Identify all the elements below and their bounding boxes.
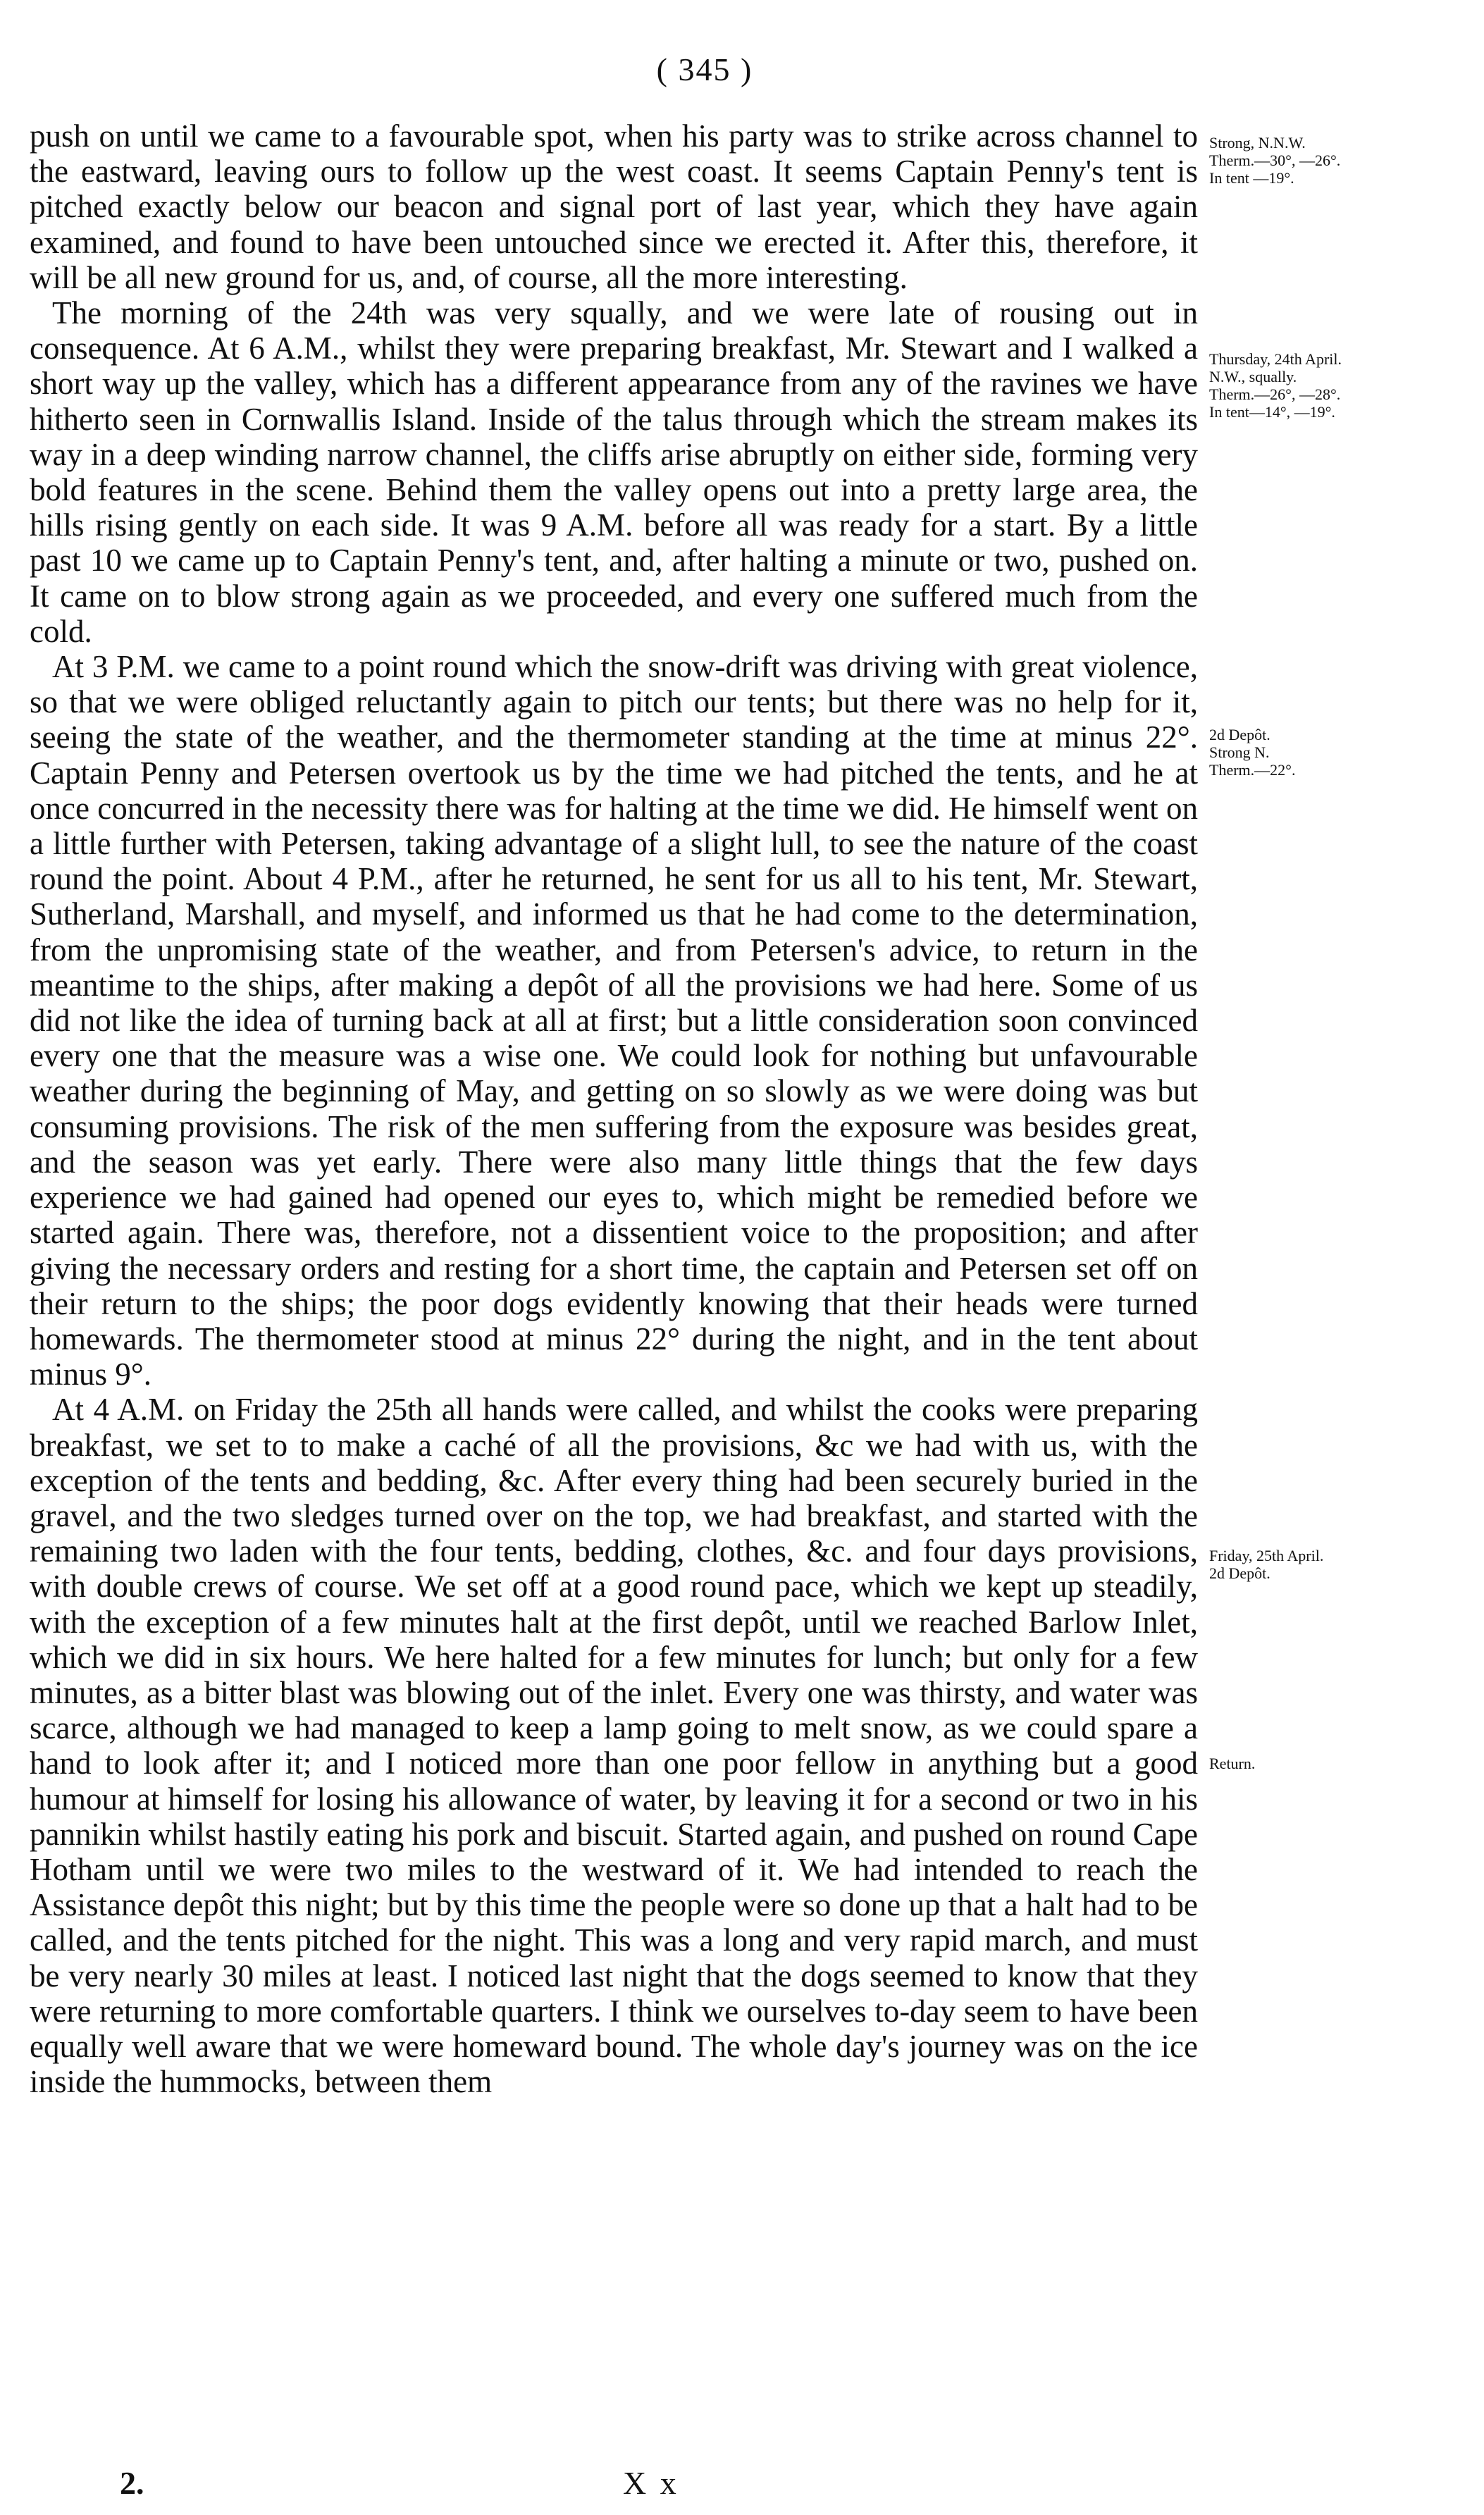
margin-note-line: Strong N.: [1209, 743, 1270, 761]
margin-note-line: Therm.—26°, —28°.: [1209, 385, 1341, 403]
catchword: X x: [623, 2465, 679, 2501]
margin-note-line: In tent —19°.: [1209, 169, 1294, 187]
margin-note-line: Friday, 25th April.: [1209, 1547, 1324, 1564]
margin-note-line: Return.: [1209, 1755, 1256, 1772]
margin-note-line: N.W., squally.: [1209, 368, 1297, 385]
margin-note-line: Strong, N.N.W.: [1209, 134, 1306, 152]
paragraph: The morning of the 24th was very squally, and we were late of rousing out in consequence. At 6 A.M., whilst they were preparing breakfast, Mr. Stewart and I walked a short way up the valley, which has a different appearance from any of the ravines we have hitherto seen in Cornwallis Island. Inside of the talus through which the stream makes its way in a deep winding narrow channel, the cliffs arise abruptly on either side, forming very bold features in the scene. Behind them the valley opens out into a pretty large area, the hills rising gently on each side. It was 9 A.M. before all was ready for a start. By a little past 10 we came up to Captain Penny's tent, and, after halting a minute or two, pushed on. It came on to blow strong again as we proceeded, and every one suffered much from the cold.: [30, 295, 1198, 649]
margin-note-line: In tent—14°, —19°.: [1209, 403, 1335, 421]
paragraph: At 4 A.M. on Friday the 25th all hands were called, and whilst the cooks were preparing breakfast, we set to to make a caché of all the provisions, &c we had with us, with the exception of the tents and bedding, &c. After every thing had been securely buried in the gravel, and the two sledges turned over on the top, we had breakfast, and started with the remaining two laden with the four tents, bedding, clothes, &c. and four days provisions, with double crews of course. We set off at a good round pace, which we kept up steadily, with the exception of a few minutes halt at the first depôt, until we reached Barlow Inlet, which we did in six hours. We here halted for a few minutes for lunch; but only for a few minutes, as a bitter blast was blowing out of the inlet. Every one was thirsty, and water was scarce, although we had managed to keep a lamp going to melt snow, as we could spare a hand to look after it; and I noticed more than one poor fellow in anything but a good humour at himself for losing his allowance of water, by leaving it for a second or two in his pannikin whilst hastily eating his pork and biscuit. Started again, and pushed on round Cape Hotham until we were two miles to the westward of it. We had intended to reach the Assistance depôt this night; but by this time the people were so done up that a halt had to be called, and the tents pitched for the night. This was a long and very rapid march, and must be very nearly 30 miles at least. I noticed last night that the dogs seemed to know that they were returning to more comfortable quarters. I think we ourselves to-day seem to have been equally well aware that we were homeward bound. The whole day's journey was on the ice inside the hummocks, between them: [30, 1392, 1198, 2100]
margin-note-line: Thursday, 24th April.: [1209, 350, 1342, 368]
page-number: ( 345 ): [656, 51, 753, 87]
paragraph: At 3 P.M. we came to a point round which the snow-drift was driving with great violence, so that we were obliged reluctantly again to pitch our tents; but there was no help for it, seeing the state of the weather, and the thermometer standing at the time at minus 22°. Captain Penny and Petersen overtook us by the time we had pitched the tents, and he at once concurred in the necessity there was for halting at the time we did. He himself went on a little further with Petersen, taking advantage of a slight lull, to see the nature of the coast round the point. About 4 P.M., after he returned, he sent for us all to his tent, Mr. Stewart, Sutherland, Marshall, and myself, and informed us that he had come to the determination, from the unpromising state of the weather, and from Petersen's advice, to return in the meantime to the ships, after making a depôt of all the provisions we had here. Some of us did not like the idea of turning back at all at first; but a little consideration soon convinced every one that the measure was a wise one. We could look for nothing but unfavourable weather during the beginning of May, and getting on so slowly as we were doing was but consuming provisions. The risk of the men suffering from the exposure was besides great, and the season was yet early. There were also many little things that the few days experience we had gained had opened our eyes to, which might be remedied before we started again. There was, therefore, not a dissentient voice to the proposition; and after giving the necessary orders and resting for a short time, the captain and Petersen set off on their return to the ships; the poor dogs evidently knowing that their heads were turned homewards. The thermometer stood at minus 22° during the night, and in the tent about minus 9°.: [30, 649, 1198, 1392]
body-text: [30, 118, 1198, 2099]
margin-note-friday: [1209, 1547, 1414, 1582]
margin-note-line: Therm.—22°.: [1209, 761, 1296, 779]
margin-note-line: 2d Depôt.: [1209, 726, 1270, 743]
margin-note-line: 2d Depôt.: [1209, 1564, 1270, 1582]
signature-mark: 2.: [120, 2465, 144, 2501]
margin-note-thursday: [1209, 350, 1414, 421]
margin-note-return: [1209, 1755, 1414, 1772]
margin-note-weather-1: [1209, 134, 1414, 187]
paragraph: push on until we came to a favourable spot, when his party was to strike across channel to the eastward, leaving ours to follow up the west coast. It seems Captain Penny's tent is pitched exactly below our beacon and signal port of last year, which they have again examined, and found to have been untouched since we erected it. After this, therefore, it will be all new ground for us, and, of course, all the more interesting.: [30, 118, 1198, 295]
margin-note-depot: [1209, 726, 1414, 779]
margin-note-line: Therm.—30°, —26°.: [1209, 152, 1341, 169]
